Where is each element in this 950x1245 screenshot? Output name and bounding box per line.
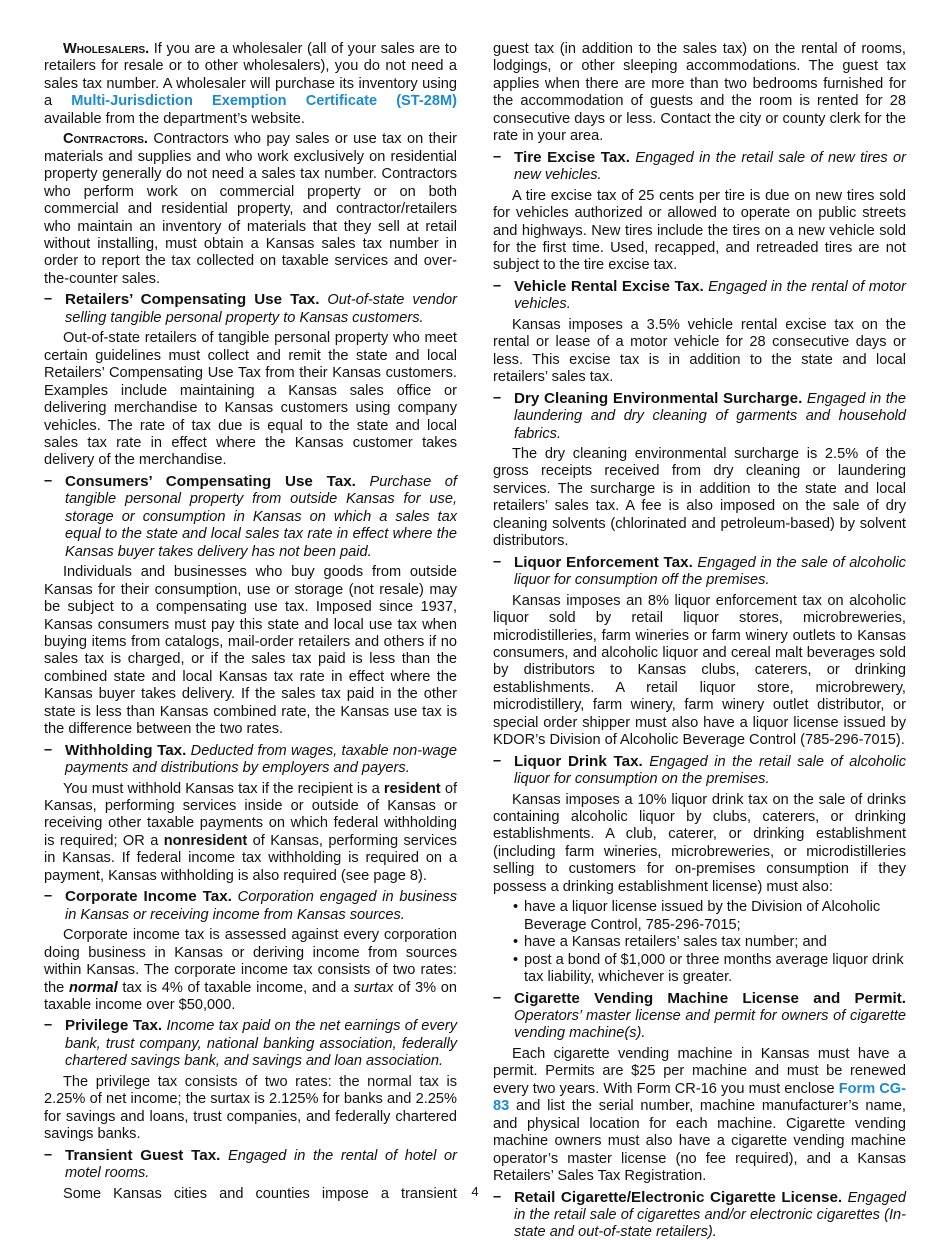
tax-heading-description: Engaged in the rental of hotel or motel rooms. [65,1147,457,1182]
dash-marker: – [493,148,502,165]
tax-heading-description: Deducted from wages, taxable non-wage payments and distributions by employers and payers. [65,742,457,777]
tax-heading-description: Engaged in the retail sale of cigarettes and/or electronic cigarettes (In-state and out-of-state retailers). [514,1189,906,1241]
paragraph [493,792,906,897]
paragraph [44,927,457,1014]
dash-marker: – [493,389,502,406]
tax-heading-title: Liquor Drink Tax. [514,752,643,770]
tax-heading [493,390,906,443]
tax-heading [493,149,906,185]
dash-marker: – [44,741,53,758]
tax-heading-description: Operators’ master license and permit for owners of cigarette vending machine(s). [514,1008,906,1042]
dash-marker: – [44,472,53,489]
text-run: Out-of-state retailers of tangible personal property who meet certain guidelines must collect and remit the state and local Retailers’ Compensating Use Tax from their Kansas customers. Examples include maintaining a Kansas sales office or delivering merchandise to Kansas customers using company vehicles. The rate of tax due is equal to the state and local sales tax rate in effect where the Kansas customer takes delivery of the merchandise. [44,330,457,469]
text-run: of Kansas, performing services inside or outside of Kansas or receiving other taxable payments on which federal withholding is required; OR a [44,780,457,849]
bullet-icon: • [513,951,519,968]
tax-heading [44,742,457,778]
paragraph [493,317,906,387]
text-run: If you are a wholesaler (all of your sales are to retailers for resale or to other wholesalers), you do not need a sales tax number. A wholesaler will purchase its inventory using a [44,41,457,110]
tax-heading [44,1017,457,1070]
right-column [493,41,906,1245]
text-run: surtax [353,979,394,996]
section-lead-in: Contractors. [63,131,148,148]
tax-heading-title: Retail Cigarette/Electronic Cigarette License. [514,1188,843,1206]
tax-heading [493,753,906,789]
paragraph [493,446,906,551]
tax-heading-description: Income tax paid on the net earnings of every bank, trust company, national banking association, federally chartered savings bank, and savings and loan association. [65,1018,457,1070]
text-run: and list the serial number, machine manufacturer’s name, and physical location for each machine. Cigarette vending machine owners must also have a cigarette vending machine operator’s master license (no fee required), and a Kansas Retailers’ Sales Tax Registration. [493,1098,906,1185]
text-run: The privilege tax consists of two rates: the normal tax is 2.25% of net income; the surtax is 2.125% for banks and 2.25% for savings and loans, trust companies, and federally chartered savings banks. [44,1073,457,1143]
dash-marker: – [44,1017,53,1034]
bullet-icon: • [513,934,519,951]
bullet-icon: • [513,899,519,916]
tax-heading [493,990,906,1043]
paragraph [44,41,457,128]
paragraph [493,1046,906,1186]
text-run: of 3% on taxable income over $50,000. [44,979,458,1014]
tax-heading-title: Cigarette Vending Machine License and Permit. [514,989,906,1007]
paragraph [44,781,457,886]
paragraph [44,564,457,739]
list-item [513,899,906,934]
paragraph [44,131,457,288]
dash-marker: – [493,1188,502,1205]
text-run: resident [383,780,441,797]
tax-heading-title: Liquor Enforcement Tax. [514,553,693,571]
tax-heading-title: Retailers’ Compensating Use Tax. [65,291,320,309]
text-run: available from the department’s website. [44,110,305,127]
text-run: Kansas imposes a 3.5% vehicle rental excise tax on the rental or lease of a motor vehicle for 28 consecutive days or less. This excise tax is in addition to the state and local retailers’ sales tax. [493,316,906,386]
tax-heading-title: Withholding Tax. [65,741,187,759]
list-item [513,934,906,951]
text-run: Individuals and businesses who buy goods from outside Kansas for their consumption, use or storage (not resale) may be subject to a compensating use tax. Imposed since 1937, Kansas consumers must pay this state and local use tax when buying items from catalogs, mail-order retailers and others if no sales tax is charged, or if the sales tax paid is less than the combined state and local Kansas tax rate in effect where the Kansas buyer takes delivery. If the sales tax paid in the other state is less than Kansas combined rate, the Kansas use tax is the difference between the two rates. [44,564,457,738]
page-number: 4 [471,1184,479,1199]
tax-heading-description: Engaged in the retail sale of alcoholic liquor for consumption on the premises. [514,753,906,788]
text-run: Kansas imposes an 8% liquor enforcement tax on alcoholic liquor sold by retail liquor stores, microbreweries, microdistilleries, farm wineries or farm winery outlets to Kansas consumers, and alcoholic liquor and cereal malt beverages sold by distributors to Kansas clubs, caterers, or drinking establishments. A retail liquor store, microbrewery, microdistillery, farm winery, farm winery outlet distributor, or special order shipper must also have a liquor license issued by KDOR’s Division of Alcoholic Beverage Control (785-296-7015). [493,592,906,749]
tax-heading-description: Engaged in the rental of motor vehicles. [514,278,906,313]
text-run: Some Kansas cities and counties impose a transient [63,1185,457,1202]
tax-heading-title: Transient Guest Tax. [65,1146,221,1164]
left-column [44,41,457,1203]
tax-heading [44,1147,457,1183]
tax-heading-description: Out-of-state vendor selling tangible personal property to Kansas customers. [65,292,457,326]
tax-heading [493,554,906,590]
dash-marker: – [44,888,53,905]
text-run: nonresident [163,832,248,849]
tax-heading-description: Engaged in the laundering and dry cleaning of garments and household fabrics. [514,390,907,442]
dash-marker: – [44,1146,53,1163]
text-run: A tire excise tax of 25 cents per tire is due on new tires sold for vehicles authorized or allowed to operate on public streets and highways. New tires include the tires on a new vehicle sold for the first time. Used, recapped, and retreaded tires are not subject to the tire excise tax. [493,187,906,274]
paragraph [44,1074,457,1144]
dash-marker: – [493,277,502,294]
form-link[interactable]: Form CG-83 [493,1080,906,1115]
tax-heading-title: Consumers’ Compensating Use Tax. [65,472,356,490]
text-run: of Kansas, performing services in Kansas. If federal income tax withholding is required on a payment, Kansas withholding is also required (see page 8). [44,832,457,884]
dash-marker: – [493,752,502,769]
list-item [513,951,906,987]
tax-heading [44,888,457,924]
tax-heading-title: Tire Excise Tax. [514,148,630,166]
form-link[interactable]: Multi-Jurisdiction Exemption Certificate (ST-28M) [71,93,458,110]
tax-heading [493,278,906,314]
text-run: Kansas imposes a 10% liquor drink tax on the sale of drinks containing alcoholic liquor by clubs, caterers, or drinking establishments. A club, caterer, or drinking establishment (including farm wineries, microbreweries, or microdistilleries selling to customers for on-premises consumption if they possess a drinking establishment license) must also: [493,791,906,895]
tax-heading [44,473,457,561]
tax-heading-title: Vehicle Rental Excise Tax. [514,277,704,295]
dash-marker: – [493,553,502,570]
bullet-list [493,899,906,986]
list-item-text: post a bond of $1,000 or three months average liquor drink tax liability, whichever is greater. [524,951,904,986]
section-lead-in: Wholesalers. [63,41,150,57]
dash-marker: – [493,989,502,1006]
dash-marker: – [44,291,53,308]
tax-heading [44,291,457,327]
paragraph [44,330,457,470]
text-run: Contractors who pay sales or use tax on their materials and supplies and who work exclusively on residential property generally do not need a sales tax number. Contractors who perform work on commercial property or on both commercial and residential property, and contractor/retailers who maintain an inventory of materials that they sell at retail without installing, must obtain a Kansas sales tax number in order to report the tax collected on taxable services and over-the-counter sales. [44,131,457,287]
list-item-text: have a Kansas retailers’ sales tax number; and [524,934,827,951]
text-run: Each cigarette vending machine in Kansas must have a permit. Permits are $25 per machine and must be renewed every two years. With Form CR-16 you must enclose [493,1045,906,1097]
tax-heading-description: Engaged in the retail sale of new tires or new vehicles. [514,149,906,184]
tax-heading-title: Dry Cleaning Environmental Surcharge. [514,389,803,407]
paragraph [493,188,906,275]
text-run: The dry cleaning environmental surcharge is 2.5% of the gross receipts received from dry cleaning or laundering services. The surcharge is in addition to the state and local retailers’ sales tax. A fee is also imposed on the sale of dry cleaning solvents (chlorinated and petroleum-based) by solvent distributors. [493,445,906,550]
text-run: normal [68,979,118,996]
tax-heading-description: Engaged in the sale of alcoholic liquor for consumption off the premises. [514,554,906,589]
tax-heading-description: Corporation engaged in business in Kansas or receiving income from Kansas sources. [65,889,457,923]
tax-heading-title: Privilege Tax. [65,1017,163,1035]
list-item-text: have a liquor license issued by the Division of Alcoholic Beverage Control, 785-296-7015; [524,899,881,933]
text-run: You must withhold Kansas tax if the recipient is a [63,780,384,797]
paragraph [493,593,906,750]
text-run: guest tax (in addition to the sales tax) on the rental of rooms, lodgings, or other sleeping accommodations. The guest tax applies when there are more than two bedrooms furnished for the accommodation of guests and the room is rented for 28 consecutive days or less. Contact the city or county clerk for the rate in your area. [493,41,906,145]
text-run: tax is 4% of taxable income, and a [117,979,354,996]
paragraph [493,41,906,146]
text-run: Corporate income tax is assessed against every corporation doing business in Kansas or deriving income from sources within Kansas. The corporate income tax consists of two rates: the [44,927,457,996]
tax-heading-title: Corporate Income Tax. [65,888,232,906]
tax-heading-description: Purchase of tangible personal property from outside Kansas for use, storage or consumption in Kansas on which a sales tax equal to the state and local sales tax rate in effect where the Kansas buyer takes delivery has not been paid. [65,473,457,560]
